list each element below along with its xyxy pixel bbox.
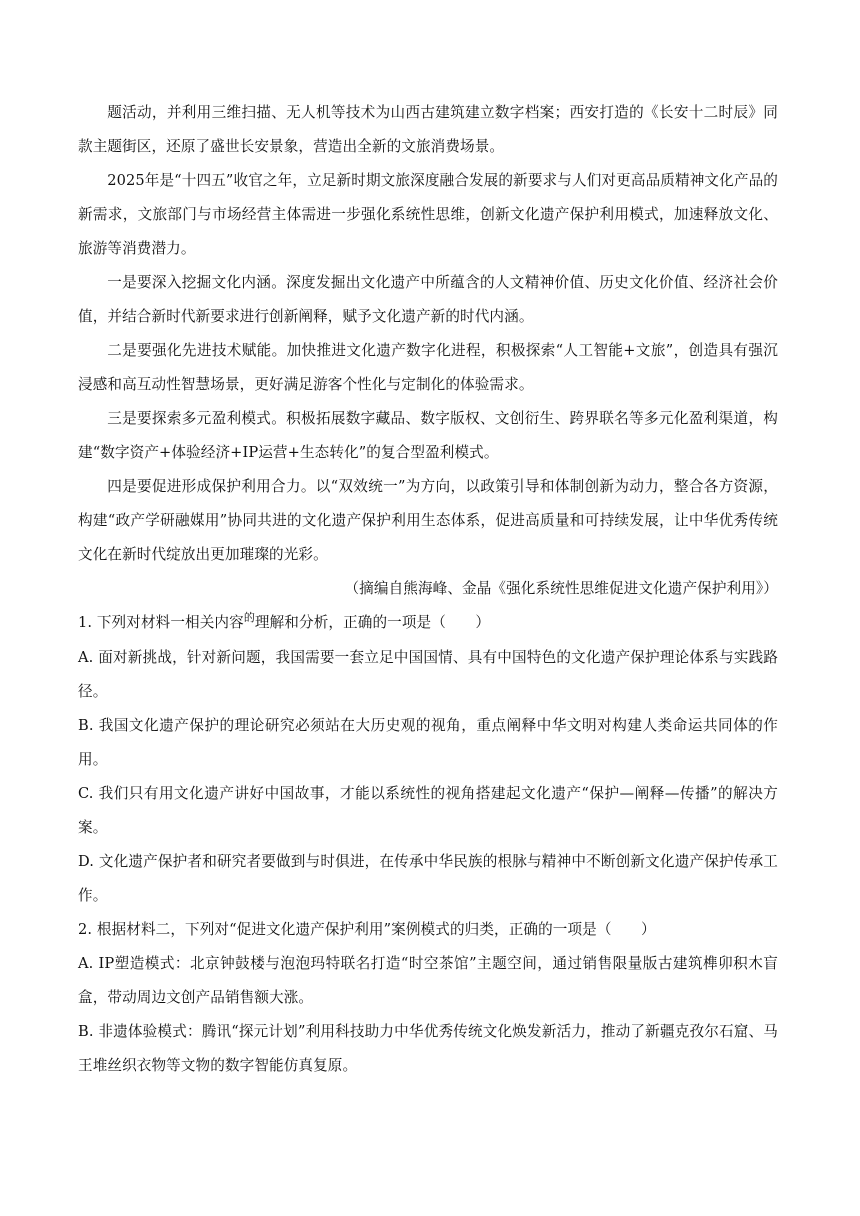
article-paragraph: 2025年是“十四五”收官之年，立足新时期文旅深度融合发展的新要求与人们对更高品质精神文化产品的新需求，文旅部门与市场经营主体需进一步强化系统性思维，创新文化遗产保护利用模式，加速释放文化、旅游等消费潜力。 <box>78 172 778 257</box>
question-1-stem <box>78 606 778 641</box>
question-1-stem-part: 1. 下列对材料一相关内容 <box>78 614 244 631</box>
question-1-option-b: B. 我国文化遗产保护的理论研究必须站在大历史观的视角，重点阐释中华文明对构建人类命运共同体的作用。 <box>78 717 778 768</box>
question-1-stem-part: 理解和分析，正确的一项是（ ） <box>254 614 491 631</box>
question-1-option-c: C. 我们只有用文化遗产讲好中国故事，才能以系统性的视角搭建起文化遗产“保护—阐释—传播”的解决方案。 <box>78 785 778 836</box>
question-1-option-a: A. 面对新挑战，针对新问题，我国需要一套立足中国国情、具有中国特色的文化遗产保护理论体系与实践路径。 <box>78 649 778 700</box>
article-paragraph: 四是要促进形成保护利用合力。以“双效统一”为方向，以政策引导和体制创新为动力，整合各方资源，构建“政产学研融媒用”协同共进的文化遗产保护利用生态体系，促进高质量和可持续发展，让中华优秀传统文化在新时代绽放出更加璀璨的光彩。 <box>78 478 778 563</box>
article-paragraph: 三是要探索多元盈利模式。积极拓展数字藏品、数字版权、文创衍生、跨界联名等多元化盈利渠道，构建“数字资产+体验经济+IP运营+生态转化”的复合型盈利模式。 <box>78 410 778 461</box>
question-1-stem-part: 的 <box>243 611 255 624</box>
question-2-stem: 2. 根据材料二，下列对“促进文化遗产保护利用”案例模式的归类，正确的一项是（ ） <box>78 921 656 938</box>
article-paragraph: 题活动，并利用三维扫描、无人机等技术为山西古建筑建立数字档案；西安打造的《长安十二时辰》同款主题街区，还原了盛世长安景象，营造出全新的文旅消费场景。 <box>78 104 778 155</box>
document-page <box>78 96 778 1083</box>
article-paragraph: 一是要深入挖掘文化内涵。深度发掘出文化遗产中所蕴含的人文精神价值、历史文化价值、经济社会价值，并结合新时代新要求进行创新阐释，赋予文化遗产新的时代内涵。 <box>78 274 778 325</box>
question-1-option-d: D. 文化遗产保护者和研究者要做到与时俱进，在传承中华民族的根脉与精神中不断创新文化遗产保护传承工作。 <box>78 853 778 904</box>
question-2-option-a: A. IP塑造模式：北京钟鼓楼与泡泡玛特联名打造“时空茶馆”主题空间，通过销售限量版古建筑榫卯积木盲盒，带动周边文创产品销售额大涨。 <box>78 955 778 1006</box>
article-source: （摘编自熊海峰、金晶《强化系统性思维促进文化遗产保护利用》） <box>344 580 778 597</box>
article-paragraph: 二是要强化先进技术赋能。加快推进文化遗产数字化进程，积极探索“人工智能+文旅”，创造具有强沉浸感和高互动性智慧场景，更好满足游客个性化与定制化的体验需求。 <box>78 342 778 393</box>
question-2-option-b: B. 非遗体验模式：腾讯“探元计划”利用科技助力中华优秀传统文化焕发新活力，推动了新疆克孜尔石窟、马王堆丝织衣物等文物的数字智能仿真复原。 <box>78 1023 778 1074</box>
